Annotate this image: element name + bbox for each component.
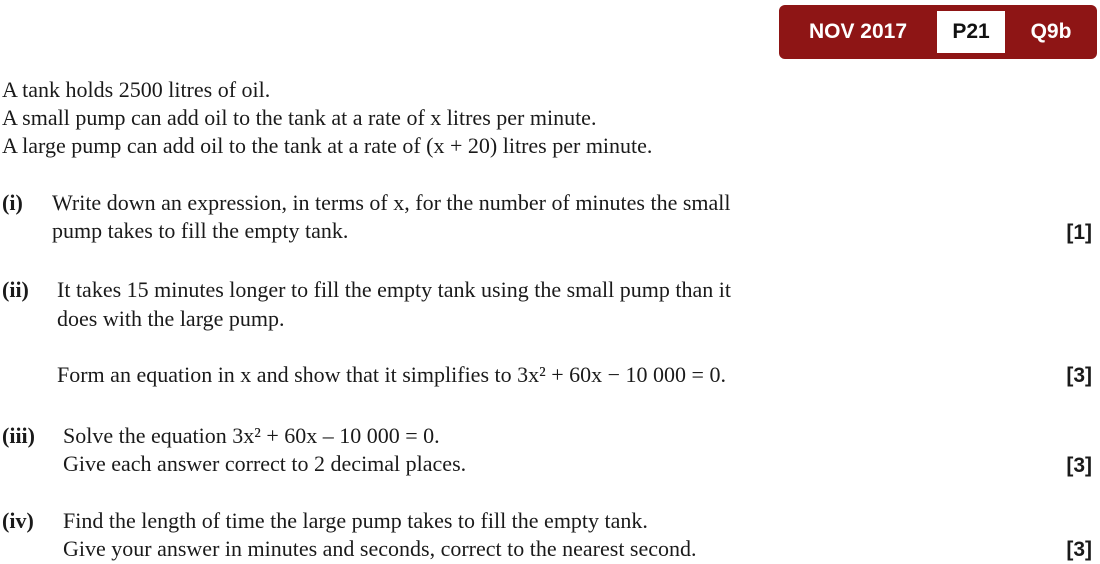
marks-label: [3] [1066,538,1092,561]
part-label: (i) [2,190,23,215]
part-text-line: Give your answer in minutes and seconds, correct to the nearest second. [63,536,697,561]
part-label: (iv) [2,508,34,533]
question-reference-badge [779,5,1097,59]
part-text-line: Find the length of time the large pump takes to fill the empty tank. [63,508,648,533]
part-text-line: does with the large pump. [57,306,285,331]
part-label: (iii) [2,423,35,448]
part-text-line: It takes 15 minutes longer to fill the empty tank using the small pump than it [57,277,731,302]
part-text-line: Solve the equation 3x² + 60x – 10 000 = 0. [63,423,440,448]
part-text-line: Give each answer correct to 2 decimal places. [63,451,467,476]
part-text-line: Write down an expression, in terms of x, for the number of minutes the small [52,190,731,215]
exam-session-label: NOV 2017 [808,20,908,43]
intro-line: A large pump can add oil to the tank at a rate of (x + 20) litres per minute. [2,133,653,158]
marks-label: [3] [1066,364,1092,387]
part-label: (ii) [2,277,29,302]
intro-line: A small pump can add oil to the tank at a rate of x litres per minute. [2,105,597,130]
question-number-label: Q9b [1030,20,1072,43]
marks-label: [1] [1066,221,1092,244]
intro-line: A tank holds 2500 litres of oil. [2,77,271,102]
part-equation-line: Form an equation in x and show that it simplifies to 3x² + 60x − 10 000 = 0. [57,362,726,387]
part-text-line: pump takes to fill the empty tank. [52,218,349,243]
marks-label: [3] [1066,454,1092,477]
paper-number-label: P21 [937,11,1005,53]
